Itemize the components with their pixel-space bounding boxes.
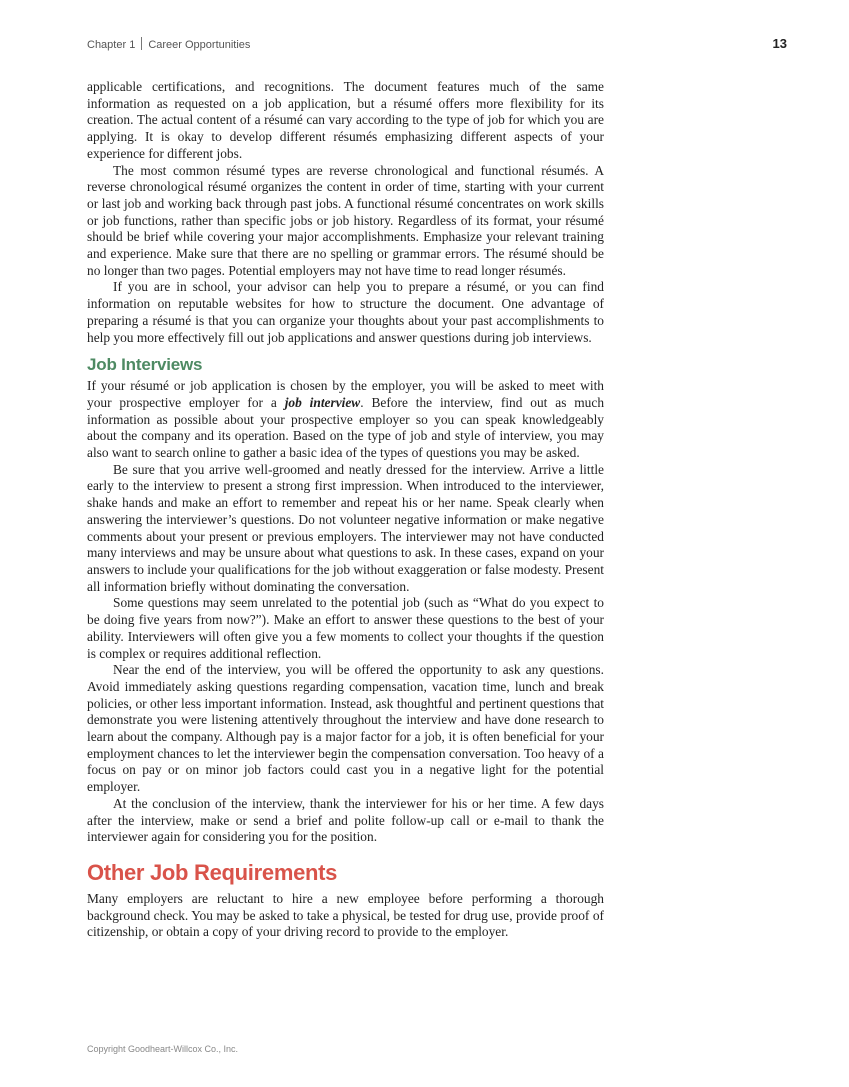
paragraph: Many employers are reluctant to hire a new employee before performing a thorough background check. You may be asked to take a physical, be tested for drug use, provide proof of citizenship, or obtain a copy of your driving record to provide to the employer.	[87, 890, 604, 940]
paragraph: Be sure that you arrive well-groomed and neatly dressed for the interview. Arrive a little early to the interview to present a strong first impression. When introduced to the interviewer, shake hands and make an effort to remember and repeat his or her name. Speak clearly when answering the interviewer’s questions. Do not volunteer negative information or make negative comments about your present or previous employers. The interviewer may not have conducted many interviews and may be unsure about what questions to ask. In these cases, expand on your answers to include your qualifications for the job without exaggeration or false modesty. Present all information briefly without dominating the conversation.	[87, 461, 604, 594]
paragraph: If you are in school, your advisor can help you to prepare a résumé, or you can find information on reputable websites for how to structure the document. One advantage of preparing a résumé is that you can organize your thoughts about your past accomplishments to help you more effectively fill out job applications and answer questions during job interviews.	[87, 279, 604, 345]
paragraph: The most common résumé types are reverse chronological and functional résumés. A reverse chronological résumé organizes the content in order of time, starting with your current or last job and working back through past jobs. A functional résumé concentrates on work skills or job functions, rather than specific jobs or job history. Regardless of its format, your résumé should be brief while covering your major accomplishments. Emphasize your relevant training and experience. Make sure that there are no spelling or grammar errors. The résumé should be no longer than two pages. Potential employers may not have time to read longer résumés.	[87, 162, 604, 278]
page-number: 13	[772, 36, 787, 51]
copyright-footer: Copyright Goodheart-Willcox Co., Inc.	[87, 1044, 239, 1054]
page-body	[87, 79, 604, 941]
paragraph	[87, 378, 604, 462]
key-term: job interview	[284, 394, 361, 410]
paragraph: Some questions may seem unrelated to the potential job (such as “What do you expect to be doing five years from now?”). Make an effort to answer these questions to the best of your ability. Interviewers will often give you a few moments to collect your thoughts if the question is complex or requires additional reflection.	[87, 595, 604, 661]
section-heading-job-interviews: Job Interviews	[87, 355, 203, 375]
paragraph: Near the end of the interview, you will be offered the opportunity to ask any questions. Avoid immediately asking questions regarding compensation, vacation time, lunch and break policies, or other less important information. Instead, ask thoughtful and pertinent questions that demonstrate you were listening attentively throughout the interview and have done research to learn about the company. Although pay is a major factor for a job, it is often beneficial for your employment chances to let the interviewer begin the compensation conversation. Too heavy of a focus on pay or on minor job factors could cast you in a negative light for the potential employer.	[87, 662, 604, 795]
header-divider	[141, 37, 142, 50]
text: . Before the interview, find out as much information as possible about your prospective employer so you can speak knowledgeably about the company and its operation. Based on the type of job and style of interview, you may also want to search online to gather a basic idea of the types of questions you may be asked.	[87, 394, 605, 461]
paragraph: At the conclusion of the interview, thank the interviewer for his or her time. A few days after the interview, make or send a brief and polite follow-up call or e-mail to thank the interviewer again for considering you for the position.	[87, 795, 604, 845]
paragraph: applicable certifications, and recognitions. The document features much of the same information as requested on a job application, but a résumé offers more flexibility for its creation. The actual content of a résumé can vary according to the type of job for which you are applying. It is okay to develop different résumés emphasizing different aspects of your experience for different jobs.	[87, 79, 604, 161]
chapter-label: Chapter 1	[87, 39, 136, 51]
section-heading-other-job-requirements: Other Job Requirements	[87, 859, 338, 885]
running-header	[87, 37, 250, 51]
section-label: Career Opportunities	[148, 39, 251, 51]
text: If your résumé or job application is chosen by the employer, you will be asked to meet with your prospective employer for a	[87, 378, 604, 410]
